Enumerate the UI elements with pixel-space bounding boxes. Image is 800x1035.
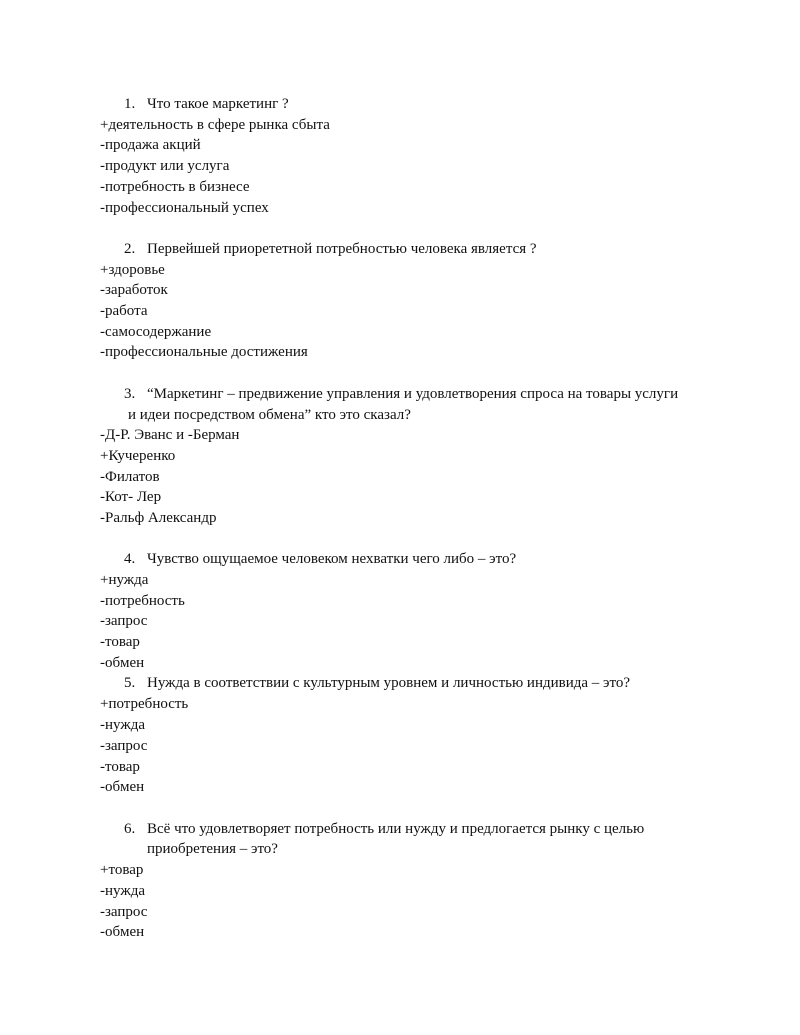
question-text-continuation: и идеи посредством обмена” кто это сказал? [128, 407, 411, 423]
answer-option: -самосодержание [100, 324, 212, 340]
answer-option: -обмен [100, 779, 145, 795]
question-number: 2. [124, 241, 136, 257]
question-number: 4. [124, 551, 136, 567]
answer-option: -продукт или услуга [100, 158, 230, 174]
answer-option: -обмен [100, 655, 145, 671]
answer-option: -запрос [100, 904, 148, 920]
answer-option: -потребность в бизнесе [100, 179, 250, 195]
answer-option: -Филатов [100, 469, 160, 485]
question-number: 5. [124, 675, 136, 691]
answer-option: -нужда [100, 717, 145, 733]
question-number: 6. [124, 821, 136, 837]
answer-option: +здоровье [100, 262, 165, 278]
answer-option: -заработок [100, 282, 168, 298]
answer-option: -потребность [100, 593, 185, 609]
answer-option: -Ральф Александр [100, 510, 217, 526]
answer-option: -нужда [100, 883, 145, 899]
question-number: 3. [124, 386, 136, 402]
question-text: “Маркетинг – предвижение управления и удовлетворения спроса на товары услуги [147, 386, 679, 402]
answer-option: -товар [100, 759, 140, 775]
answer-option: -продажа акций [100, 137, 201, 153]
answer-option: -работа [100, 303, 148, 319]
answer-option: +Кучеренко [100, 448, 176, 464]
answer-option: +товар [100, 862, 144, 878]
answer-option: +потребность [100, 696, 189, 712]
answer-option: -обмен [100, 924, 145, 940]
answer-option: +нужда [100, 572, 149, 588]
question-number: 1. [124, 96, 136, 112]
answer-option: -запрос [100, 738, 148, 754]
answer-option: -запрос [100, 613, 148, 629]
answer-option: -профессиональный успех [100, 200, 269, 216]
question-text: Нужда в соответствии с культурным уровнем и личностью индивида – это? [147, 675, 630, 691]
question-text: Всё что удовлетворяет потребность или нужду и предлогается рынку с целью [147, 821, 645, 837]
question-text: Что такое маркетинг ? [147, 96, 289, 112]
answer-option: -Кот- Лер [100, 489, 162, 505]
question-text: Чувство ощущаемое человеком нехватки чего либо – это? [147, 551, 517, 567]
question-text-continuation: приобретения – это? [147, 841, 278, 857]
answer-option: -товар [100, 634, 140, 650]
answer-option: +деятельность в сфере рынка сбыта [100, 117, 330, 133]
question-text: Первейшей приорететной потребностью человека является ? [147, 241, 537, 257]
answer-option: -Д-Р. Эванс и -Берман [100, 427, 240, 443]
answer-option: -профессиональные достижения [100, 344, 308, 360]
